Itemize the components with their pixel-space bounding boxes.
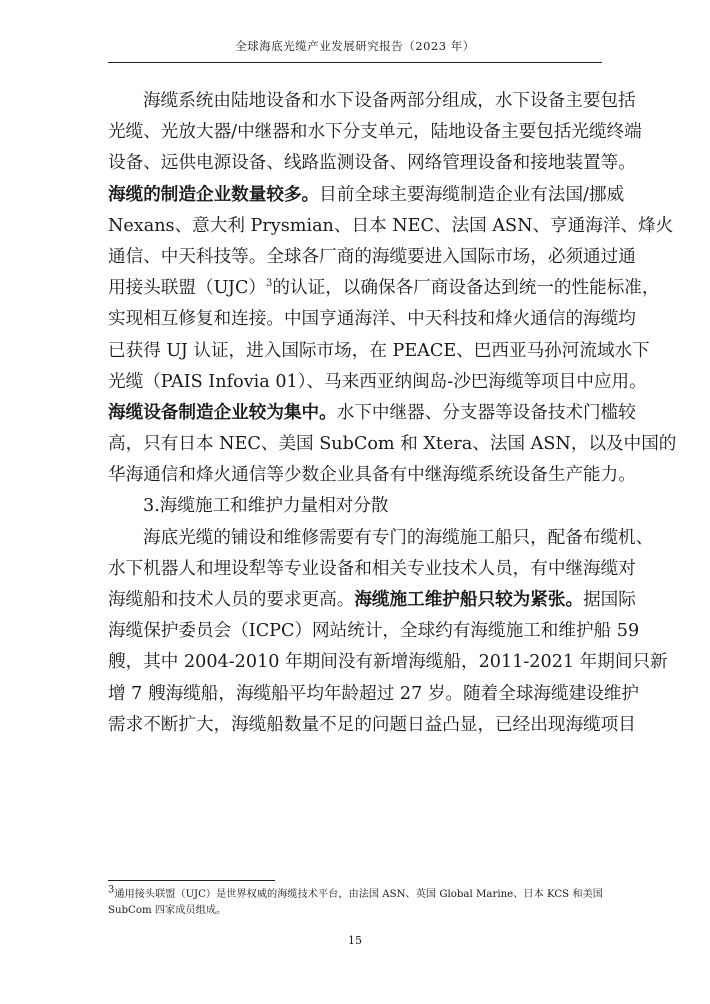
line-text: 水下中继器、分支器等设备技术门槛较	[336, 402, 636, 423]
paragraph-line: 实现相互修复和连接。中国亨通海洋、中天科技和烽火通信的海缆均	[108, 309, 636, 330]
footnote-text: 通用接头联盟（UJC）是世界权威的海缆技术平台，由法国 ASN、英国 Global Marine、日本 KCS 和美国	[114, 889, 603, 900]
line-text: 据国际	[583, 590, 636, 610]
line-text: 用接头联盟（UJC）	[108, 278, 267, 299]
paragraph-line: 海缆保护委员会（ICPC）网站统计，全球约有海缆施工和维护船 59	[108, 621, 640, 642]
paragraph-line	[108, 585, 636, 616]
footnote-line: SubCom 四家成员组成。	[108, 905, 227, 916]
footnote-reference[interactable]: 3	[266, 278, 273, 290]
paragraph-line: 通信、中天科技等。全球各厂商的海缆要进入国际市场，必须通过通	[108, 246, 636, 267]
paragraph-line: 华海通信和烽火通信等少数企业具备有中继海缆系统设备生产能力。	[108, 465, 636, 486]
paragraph-line: 增 7 艘海缆船，海缆船平均年龄超过 27 岁。随着全球海缆建设维护	[108, 683, 639, 704]
paragraph-line: 光缆（PAIS Infovia 01）、马来西亚纳闽岛-沙巴海缆等项目中应用。	[108, 371, 647, 392]
paragraph-line	[108, 273, 660, 304]
paragraph-line: 海底光缆的铺设和维修需要有专门的海缆施工船只，配备布缆机、	[143, 527, 654, 548]
footnote-marker: 3	[108, 884, 115, 896]
paragraph-line: 水下机器人和埋设犁等专业设备和相关专业技术人员，有中继海缆对	[108, 558, 636, 579]
running-header: 全球海底光缆产业发展研究报告（2023 年）	[108, 38, 602, 63]
footnote-line	[108, 884, 604, 903]
section-heading: 3.海缆施工和维护力量相对分散	[143, 496, 389, 517]
paragraph-line	[108, 180, 625, 211]
paragraph-line: 需求不断扩大，海缆船数量不足的问题日益凸显，已经出现海缆项目	[108, 714, 636, 735]
body-text	[108, 86, 677, 741]
bold-lead: 海缆设备制造企业较为集中。	[108, 402, 337, 423]
paragraph-line	[108, 398, 636, 429]
bold-lead: 海缆施工维护船只较为紧张。	[354, 590, 584, 610]
paragraph-line: 高，只有日本 NEC、美国 SubCom 和 Xtera、法国 ASN，以及中国的	[108, 434, 677, 455]
paragraph-line: 光缆、光放大器/中继器和水下分支单元，陆地设备主要包括光缆终端	[108, 122, 642, 143]
paragraph-line: 已获得 UJ 认证，进入国际市场，在 PEACE、巴西亚马孙河流域水下	[108, 340, 650, 361]
line-text: 的认证，以确保各厂商设备达到统一的性能标准，	[272, 278, 660, 299]
paragraph-line: 设备、远供电源设备、线路监测设备、网络管理设备和接地装置等。	[108, 153, 636, 174]
line-text: 海缆船和技术人员的要求更高。	[108, 590, 355, 610]
paragraph-line: 海缆系统由陆地设备和水下设备两部分组成，水下设备主要包括	[143, 91, 636, 111]
line-text: 目前全球主要海缆制造企业有法国/挪威	[319, 184, 625, 205]
bold-lead: 海缆的制造企业数量较多。	[108, 184, 320, 205]
footnote-divider	[108, 880, 275, 881]
footnote	[108, 884, 604, 919]
page-number: 15	[348, 934, 362, 947]
paragraph-line: 艘，其中 2004-2010 年期间没有新增海缆船，2011-2021 年期间只新	[108, 652, 668, 673]
paragraph-line: Nexans、意大利 Prysmian、日本 NEC、法国 ASN、亨通海洋、烽火	[108, 215, 674, 236]
